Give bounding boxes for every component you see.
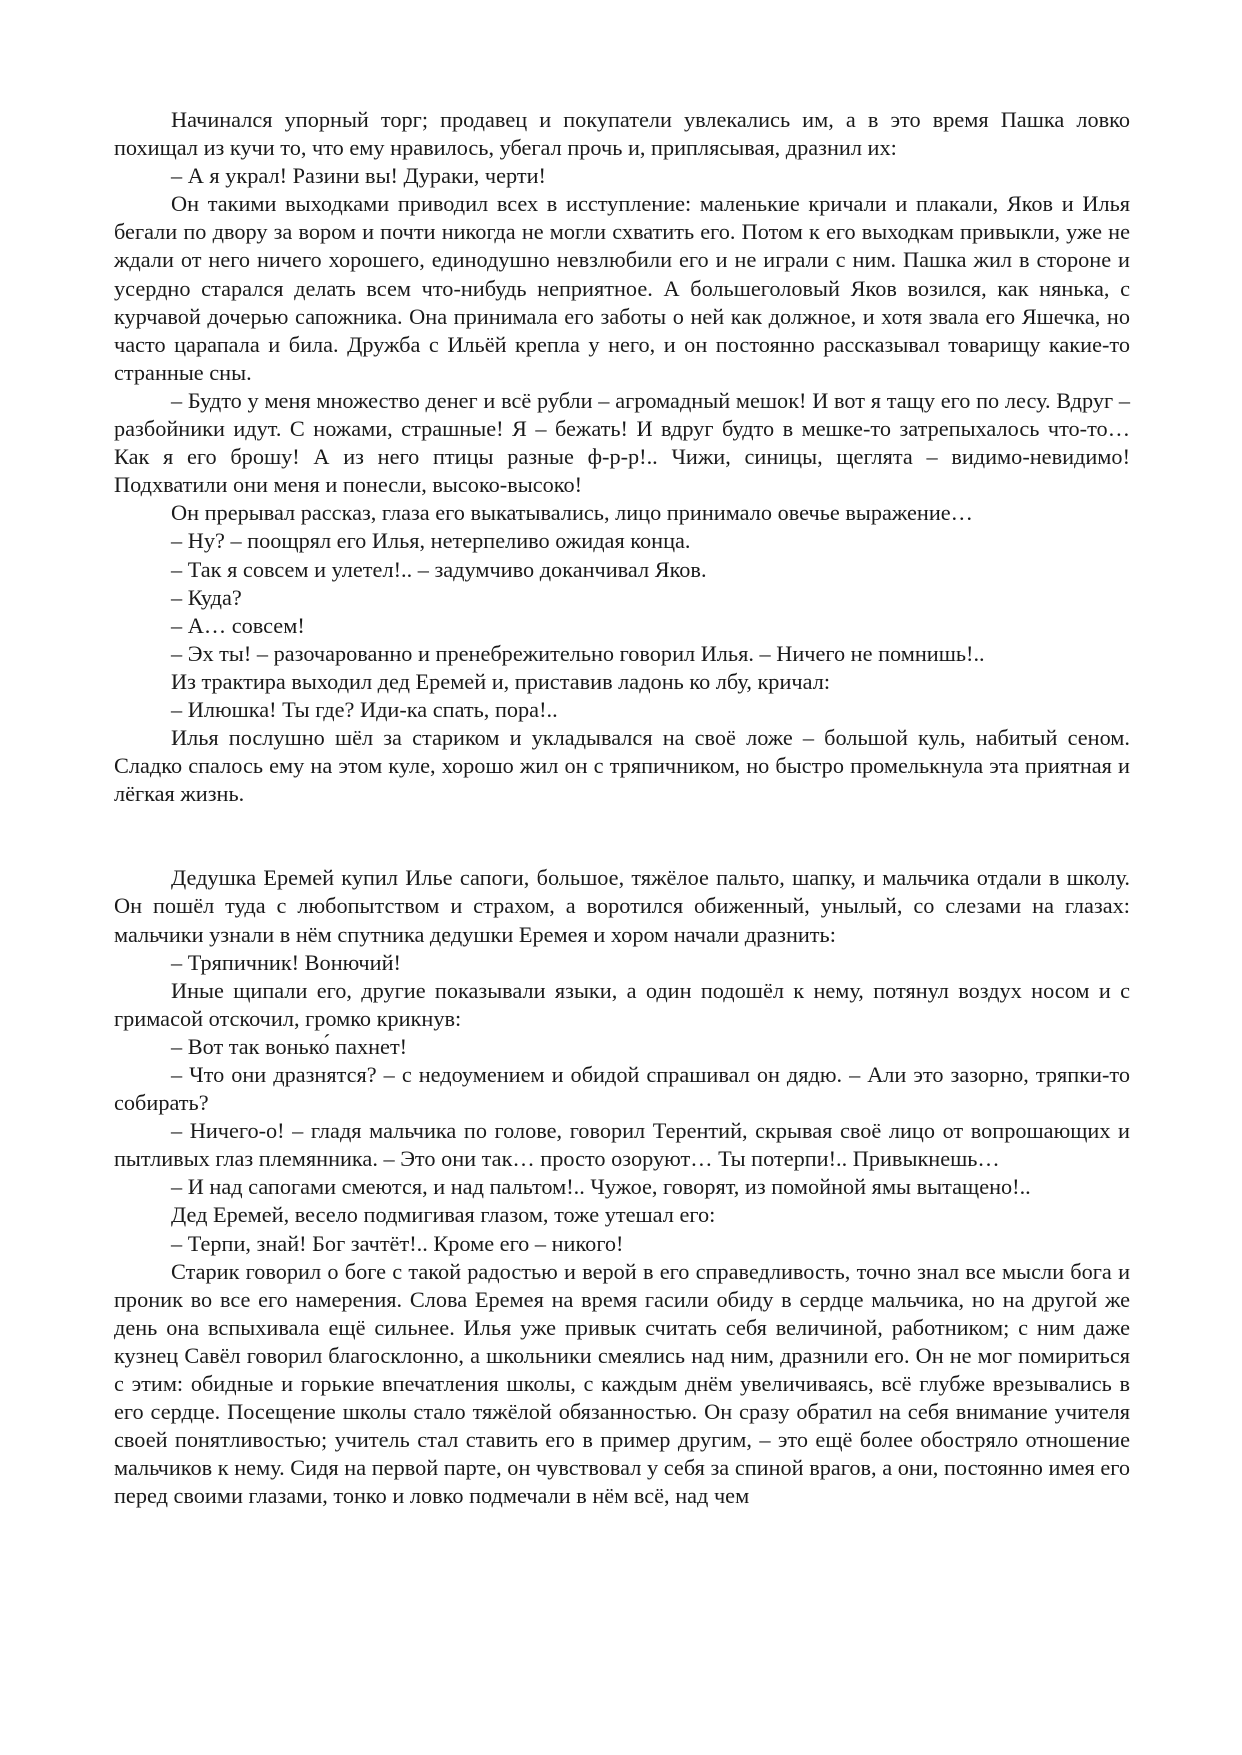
paragraph: – Будто у меня множество денег и всё рубли – агромадный мешок! И вот я тащу его по лесу. Вдруг – разбойники идут. С ножами, страшные! Я – бежать! И вдруг будто в мешке-то затрепыхалось что-то… Как я его брошу! А из него птицы разные ф-р-р!.. Чижи, синицы, щеглята – видимо-невидимо! Подхватили они меня и понесли, высоко-высоко! [114, 387, 1130, 498]
paragraph: – Так я совсем и улетел!.. – задумчиво доканчивал Яков. [171, 556, 707, 582]
paragraph: – Ну? – поощрял его Илья, нетерпеливо ожидая конца. [171, 528, 691, 554]
paragraph: – Куда? [171, 584, 242, 610]
paragraph: – Терпи, знай! Бог зачтёт!.. Кроме его – никого! [171, 1230, 624, 1256]
paragraph: – Что они дразнятся? – с недоумением и обидой спрашивал он дядю. – Али это зазорно, тряпки-то собирать? [114, 1062, 1130, 1116]
paragraph: – А я украл! Разини вы! Дураки, черти! [171, 163, 546, 189]
paragraph: – Илюшка! Ты где? Иди-ка спать, пора!.. [171, 696, 558, 722]
section-break [114, 808, 1130, 864]
paragraph: Дед Еремей, весело подмигивая глазом, тоже утешал его: [171, 1202, 716, 1228]
paragraph: Из трактира выходил дед Еремей и, приставив ладонь ко лбу, кричал: [171, 668, 831, 694]
document-page [114, 106, 1130, 1511]
paragraph: Дедушка Еремей купил Илье сапоги, большое, тяжёлое пальто, шапку, и мальчика отдали в школу. Он пошёл туда с любопытством и страхом, а воротился обиженный, унылый, со слезами на глазах: мальчики узнали в нём спутника дедушки Еремея и хором начали дразнить: [114, 865, 1130, 947]
paragraph: – Ничего-о! – гладя мальчика по голове, говорил Терентий, скрывая своё лицо от вопрошающих и пытливых глаз племянника. – Это они так… просто озоруют… Ты потерпи!.. Привыкнешь… [114, 1118, 1130, 1172]
paragraph: – Тряпичник! Вонючий! [171, 949, 401, 975]
paragraph: – И над сапогами смеются, и над пальтом!.. Чужое, говорят, из помойной ямы вытащено!.. [171, 1174, 1031, 1200]
paragraph: Иные щипали его, другие показывали языки, а один подошёл к нему, потянул воздух носом и с гримасой отскочил, громко крикнув: [114, 977, 1130, 1031]
paragraph: Илья послушно шёл за стариком и укладывался на своё ложе – большой куль, набитый сеном. Сладко спалось ему на этом куле, хорошо жил он с тряпичником, но быстро промелькнула эта приятная и лёгкая жизнь. [114, 725, 1130, 807]
paragraph: – Вот так вонько́ пахнет! [171, 1033, 408, 1059]
paragraph: – А… совсем! [171, 612, 305, 638]
paragraph: Начинался упорный торг; продавец и покупатели увлекались им, а в это время Пашка ловко похищал из кучи то, что ему нравилось, убегал прочь и, приплясывая, дразнил их: [114, 107, 1130, 161]
paragraph: – Эх ты! – разочарованно и пренебрежительно говорил Илья. – Ничего не помнишь!.. [171, 640, 985, 666]
paragraph: Он прерывал рассказ, глаза его выкатывались, лицо принимало овечье выражение… [171, 500, 973, 526]
paragraph: Он такими выходками приводил всех в исступление: маленькие кричали и плакали, Яков и Илья бегали по двору за вором и почти никогда не могли схватить его. Потом к его выходкам привыкли, уже не ждали от него ничего хорошего, единодушно невзлюбили его и не играли с ним. Пашка жил в стороне и усердно старался делать всем что-нибудь неприятное. А большеголовый Яков возился, как нянька, с курчавой дочерью сапожника. Она принимала его заботы о ней как должное, и хотя звала его Яшечка, но часто царапала и била. Дружба с Ильёй крепла у него, и он постоянно рассказывал товарищу какие-то странные сны. [114, 191, 1130, 385]
paragraph: Старик говорил о боге с такой радостью и верой в его справедливость, точно знал все мысли бога и проник во все его намерения. Слова Еремея на время гасили обиду в сердце мальчика, но на другой же день она вспыхивала ещё сильнее. Илья уже привык считать себя величиной, работником; с ним даже кузнец Савёл говорил благосклонно, а школьники смеялись над ним, дразнили его. Он не мог помириться с этим: обидные и горькие впечатления школы, с каждым днём увеличиваясь, всё глубже врезывались в его сердце. Посещение школы стало тяжёлой обязанностью. Он сразу обратил на себя внимание учителя своей понятливостью; учитель стал ставить его в пример другим, – это ещё более обостряло отношение мальчиков к нему. Сидя на первой парте, он чувствовал у себя за спиной врагов, а они, постоянно имея его перед своими глазами, тонко и ловко подмечали в нём всё, над чем [114, 1258, 1130, 1509]
